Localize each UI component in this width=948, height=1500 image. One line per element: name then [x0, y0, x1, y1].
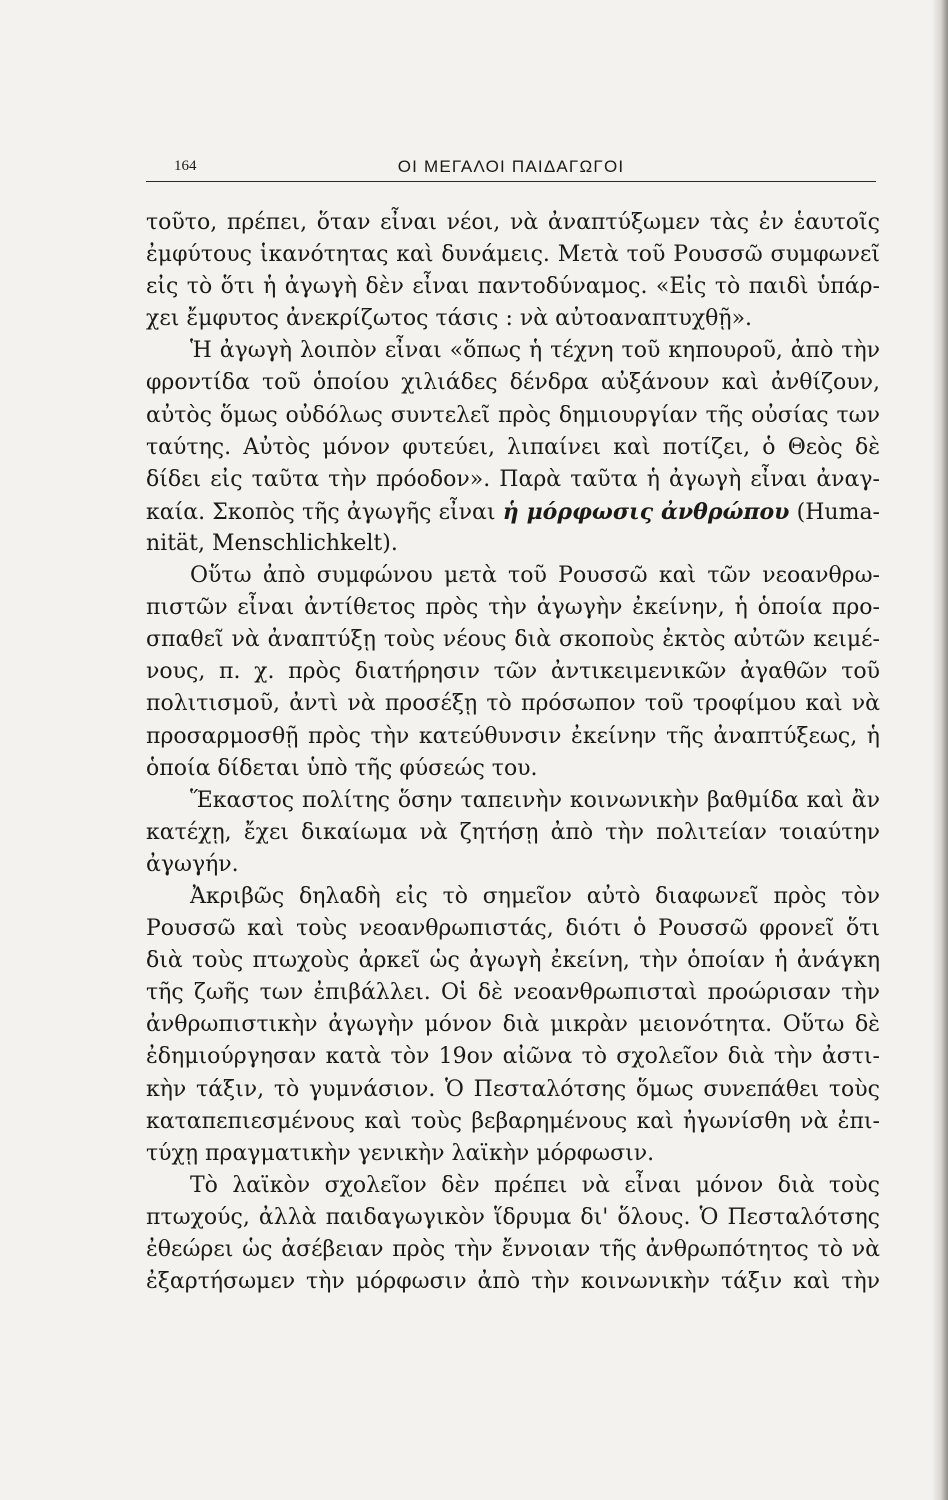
text-line: Ρουσσῶ καὶ τοὺς νεοανθρωπιστάς, διότι ὁ Ρουσσῶ φρονεῖ ὅτι [146, 916, 880, 942]
emphasized-term: ἡ μόρφωσις ἀνθρώπου [502, 498, 790, 525]
text-line: ἀγωγήν. [146, 851, 239, 877]
text-line: τύχῃ πραγματικὴν γενικὴν λαϊκὴν μόρφωσιν. [146, 1140, 655, 1166]
text-line: καταπεπιεσμένους καὶ τοὺς βεβαρημένους καὶ ἠγωνίσθη νὰ ἐπι- [146, 1108, 880, 1134]
page-gutter-shadow [932, 0, 948, 1500]
text-line: ἐξαρτήσωμεν τὴν μόρφωσιν ἀπὸ τὴν κοινωνικὴν τάξιν καὶ τὴν [146, 1269, 880, 1295]
body-text [146, 207, 880, 1298]
text-line: πολιτισμοῦ, ἀντὶ νὰ προσέξῃ τὸ πρόσωπον τοῦ τροφίμου καὶ νὰ [146, 691, 880, 717]
text-line: ἐθεώρει ὡς ἀσέβειαν πρὸς τὴν ἔννοιαν τῆς ἀνθρωπότητος τὸ νὰ [146, 1237, 880, 1262]
text-line: αὐτὸς ὅμως οὐδόλως συντελεῖ πρὸς δημιουργίαν τῆς οὐσίας των [146, 402, 880, 428]
running-header [146, 155, 876, 182]
text-line: Οὕτω ἀπὸ συμφώνου μετὰ τοῦ Ρουσσῶ καὶ τῶν νεοανθρω- [190, 563, 880, 589]
text-line: κὴν τάξιν, τὸ γυμνάσιον. Ὁ Πεσταλότσης ὅμως συνεπάθει τοὺς [146, 1076, 880, 1102]
text-line: φροντίδα τοῦ ὁποίου χιλιάδες δένδρα αὐξάνουν καὶ ἀνθίζουν, [146, 370, 880, 396]
running-title: ΟΙ ΜΕΓΑΛΟΙ ΠΑΙΔΑΓΩΓΟΙ [397, 157, 625, 176]
line-end: (Huma- [796, 499, 880, 525]
text-line: Ἡ ἀγωγὴ λοιπὸν εἶναι «ὅπως ἡ τέχνη τοῦ κηπουροῦ, ἀπὸ τὴν [190, 338, 880, 364]
text-line: Ἕκαστος πολίτης ὅσην ταπεινὴν κοινωνικὴν βαθμίδα καὶ ἂν [190, 787, 880, 813]
text-line: ἐμφύτους ἱκανότητας καὶ δυνάμεις. Μετὰ τοῦ Ρουσσῶ συμφωνεῖ [146, 242, 880, 268]
text-line-emphasis [146, 496, 880, 528]
text-line: τοῦτο, πρέπει, ὅταν εἶναι νέοι, νὰ ἀναπτύξωμεν τὰς ἐν ἑαυτοῖς [146, 210, 880, 235]
text-line: κατέχῃ, ἔχει δικαίωμα νὰ ζητήσῃ ἀπὸ τὴν πολιτείαν τοιαύτην [146, 819, 880, 845]
line-start: καία. Σκοπὸς τῆς ἀγωγῆς εἶναι [146, 499, 496, 525]
text-line: νους, π. χ. πρὸς διατήρησιν τῶν ἀντικειμενικῶν ἀγαθῶν τοῦ [146, 659, 880, 685]
text-line: πιστῶν εἶναι ἀντίθετος πρὸς τὴν ἀγωγὴν ἐκείνην, ἡ ὁποία προ- [146, 595, 880, 621]
text-line: πτωχούς, ἀλλὰ παιδαγωγικὸν ἵδρυμα δι' ὅλους. Ὁ Πεσταλότσης [146, 1204, 880, 1230]
text-line: σπαθεῖ νὰ ἀναπτύξῃ τοὺς νέους διὰ σκοποὺς ἐκτὸς αὐτῶν κειμέ- [146, 627, 880, 653]
text-line: ὁποία δίδεται ὑπὸ τῆς φύσεώς του. [146, 755, 538, 781]
text-line: nität, Menschlichkelt). [146, 530, 398, 556]
text-line: εἰς τὸ ὅτι ἡ ἀγωγὴ δὲν εἶναι παντοδύναμος. «Εἰς τὸ παιδὶ ὑπάρ- [146, 274, 880, 300]
text-line: προσαρμοσθῇ πρὸς τὴν κατεύθυνσιν ἐκείνην τῆς ἀναπτύξεως, ἡ [146, 723, 880, 749]
text-line: Τὸ λαϊκὸν σχολεῖον δὲν πρέπει νὰ εἶναι μόνον διὰ τοὺς [190, 1172, 880, 1198]
text-line: ἀνθρωπιστικὴν ἀγωγὴν μόνον διὰ μικρὰν μειονότητα. Οὕτω δὲ [146, 1012, 880, 1038]
text-line: ταύτης. Αὐτὸς μόνον φυτεύει, λιπαίνει καὶ ποτίζει, ὁ Θεὸς δὲ [146, 434, 880, 460]
text-line: δίδει εἰς ταῦτα τὴν πρόοδον». Παρὰ ταῦτα ἡ ἀγωγὴ εἶναι ἀναγ- [146, 466, 880, 492]
text-line: τῆς ζωῆς των ἐπιβάλλει. Οἱ δὲ νεοανθρωπισταὶ προώρισαν τὴν [146, 980, 880, 1006]
text-line: διὰ τοὺς πτωχοὺς ἀρκεῖ ὡς ἀγωγὴ ἐκείνη, τὴν ὁποίαν ἡ ἀνάγκη [146, 948, 880, 974]
page-number: 164 [174, 158, 197, 174]
text-line: χει ἔμφυτος ἀνεκρίζωτος τάσις : νὰ αὐτοαναπτυχθῇ». [146, 306, 753, 332]
text-line: Ἀκριβῶς δηλαδὴ εἰς τὸ σημεῖον αὐτὸ διαφωνεῖ πρὸς τὸν [190, 883, 880, 909]
text-line: ἐδημιούργησαν κατὰ τὸν 19ον αἰῶνα τὸ σχολεῖον διὰ τὴν ἀστι- [146, 1044, 880, 1070]
